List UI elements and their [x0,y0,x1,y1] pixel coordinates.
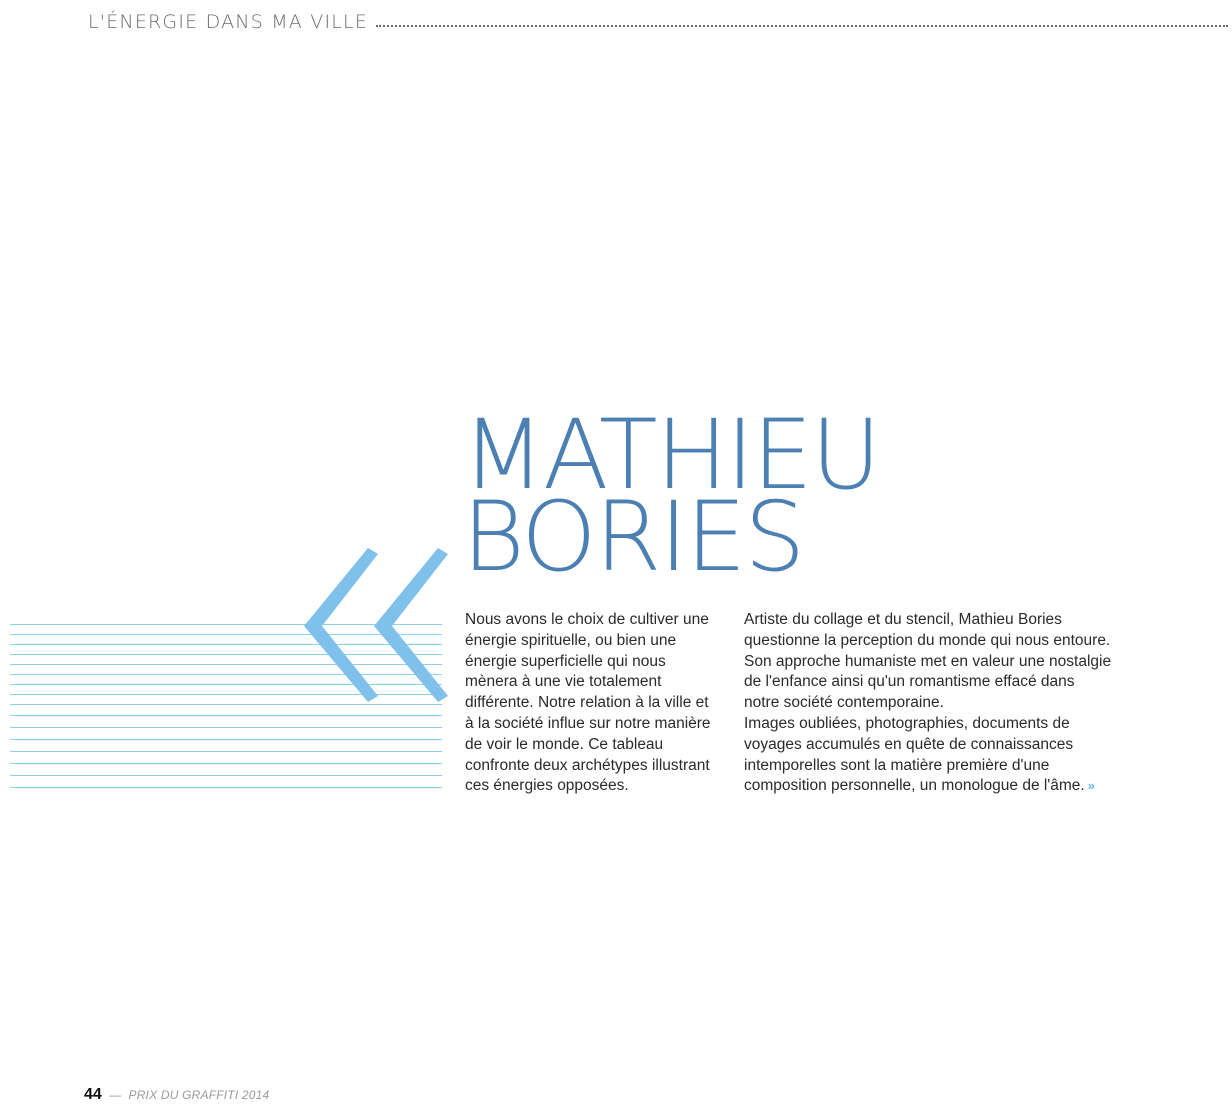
artist-first-name: MATHIEU [462,399,880,511]
bio-column [744,610,1114,797]
publication-name: PRIX DU GRAFFITI 2014 [128,1088,270,1102]
page-footer [84,1086,269,1104]
intro-column [465,610,715,797]
open-guillemet-icon [302,546,452,704]
artist-last-name: BORIES [462,481,804,593]
page-number: 44 [84,1086,102,1103]
artist-name [462,399,880,593]
footer-separator: — [109,1088,122,1102]
bio-paragraph-1: Artiste du collage et du stencil, Mathieu Bories questionne la perception du monde qui nous entoure. Son approche humaniste met en valeur une nostalgie de l'enfance ainsi qu'un romantisme effacé dans notre société contemporaine. [744,611,1112,712]
bio-paragraph-2 [744,714,1114,797]
continue-arrow-icon: » [1087,778,1095,794]
intro-paragraph: Nous avons le choix de cultiver une énergie spirituelle, ou bien une énergie superficielle qui nous mènera à une vie totalement différente. Notre relation à la ville et à la société influe sur notre manière de voir le monde. Ce tableau confronte deux archétypes illustrant ces énergies opposées. [465,611,711,795]
section-header [88,6,1228,32]
section-title: L'ÉNERGIE DANS MA VILLE [88,11,369,33]
dotted-rule [376,25,1228,27]
bio-paragraph-2-text: Images oubliées, photographies, documents de voyages accumulés en quête de connaissances intemporelles sont la matière première d'une composition personnelle, un monologue de l'âme. [744,714,1085,795]
